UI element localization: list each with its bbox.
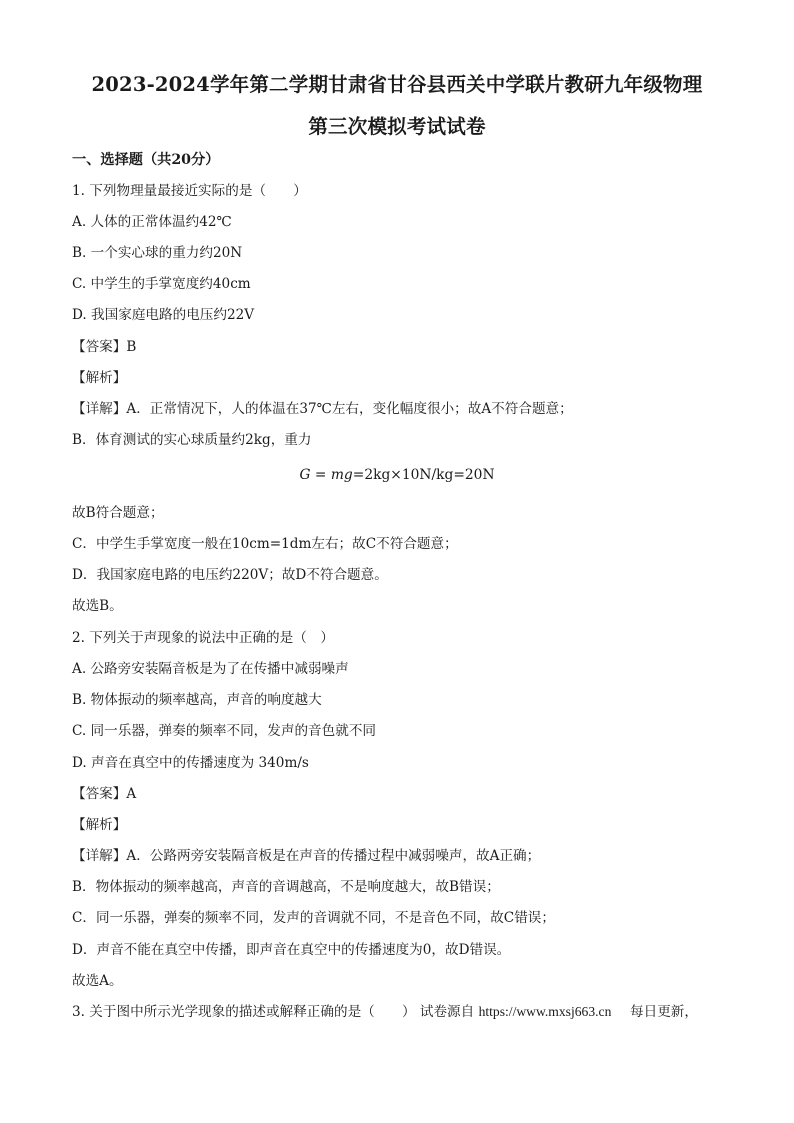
- question-3-stem: 3. 关于图中所示光学现象的描述或解释正确的是（ ）: [72, 1004, 416, 1020]
- document-title-line2: 第三次模拟考试试卷: [308, 115, 486, 138]
- question-1-detail-b-conclusion: 故B符合题意；: [72, 505, 164, 521]
- question-2-detail-b: B．物体振动的频率越高，声音的音调越高，不是响度越大，故B错误；: [72, 879, 500, 895]
- question-2-option-a: A. 公路旁安装隔音板是为了在传播中减弱噪声: [72, 661, 349, 677]
- document-title-line1: 2023-2024学年第二学期甘肃省甘谷县西关中学联片教研九年级物理: [91, 73, 703, 96]
- question-1-option-a: A. 人体的正常体温约42℃: [72, 214, 232, 230]
- question-1-conclusion: 故选B。: [72, 598, 123, 614]
- formula-g: G: [299, 467, 311, 483]
- formula-equals: =: [314, 467, 327, 483]
- question-2-stem: 2. 下列关于声现象的说法中正确的是（ ）: [72, 630, 334, 646]
- question-1-detail-a: 【详解】A．正常情况下，人的体温在37℃左右，变化幅度很小；故A不符合题意；: [72, 401, 573, 417]
- source-note: 试卷源自: [419, 1004, 475, 1020]
- formula-rhs: =2kg×10N/kg=20N: [352, 467, 495, 483]
- question-1-formula: [0, 465, 794, 485]
- question-1-answer: 【答案】B: [72, 339, 137, 355]
- formula-mg: mg: [330, 467, 353, 483]
- source-link[interactable]: https://www.mxsj663.cn: [478, 1004, 612, 1019]
- question-1-option-b: B. 一个实心球的重力约20N: [72, 245, 243, 261]
- section-heading-choice: 一、选择题（共20分）: [72, 152, 220, 168]
- update-note: 每日更新，: [630, 1004, 698, 1020]
- question-2-option-b: B. 物体振动的频率越高，声音的响度越大: [72, 692, 322, 708]
- question-2-analysis-label: 【解析】: [72, 817, 127, 833]
- question-1-detail-b: B．体育测试的实心球质量约2kg，重力: [72, 432, 312, 448]
- question-1-analysis-label: 【解析】: [72, 370, 127, 386]
- question-2-detail-d: D．声音不能在真空中传播，即声音在真空中的传播速度为0，故D错误。: [72, 942, 511, 958]
- question-1-option-d: D. 我国家庭电路的电压约22V: [72, 307, 255, 323]
- question-1-detail-d: D．我国家庭电路的电压约220V；故D不符合题意。: [72, 567, 388, 583]
- question-2-detail-c: C．同一乐器，弹奏的频率不同，发声的音调就不同，不是音色不同，故C错误；: [72, 910, 555, 926]
- question-3-stem-line: [72, 1002, 698, 1022]
- question-2-conclusion: 故选A。: [72, 973, 123, 989]
- question-2-option-c: C. 同一乐器，弹奏的频率不同，发声的音色就不同: [72, 723, 377, 739]
- question-2-detail-a: 【详解】A．公路两旁安装隔音板是在声音的传播过程中减弱噪声，故A正确；: [72, 848, 541, 864]
- question-1-stem: 1. 下列物理量最接近实际的是（ ）: [72, 183, 307, 199]
- question-1-option-c: C. 中学生的手掌宽度约40cm: [72, 276, 251, 292]
- question-2-option-d: D. 声音在真空中的传播速度为 340m/s: [72, 755, 309, 771]
- question-1-detail-c: C．中学生手掌宽度一般在10cm=1dm左右；故C不符合题意；: [72, 536, 458, 552]
- question-2-answer: 【答案】A: [72, 786, 137, 802]
